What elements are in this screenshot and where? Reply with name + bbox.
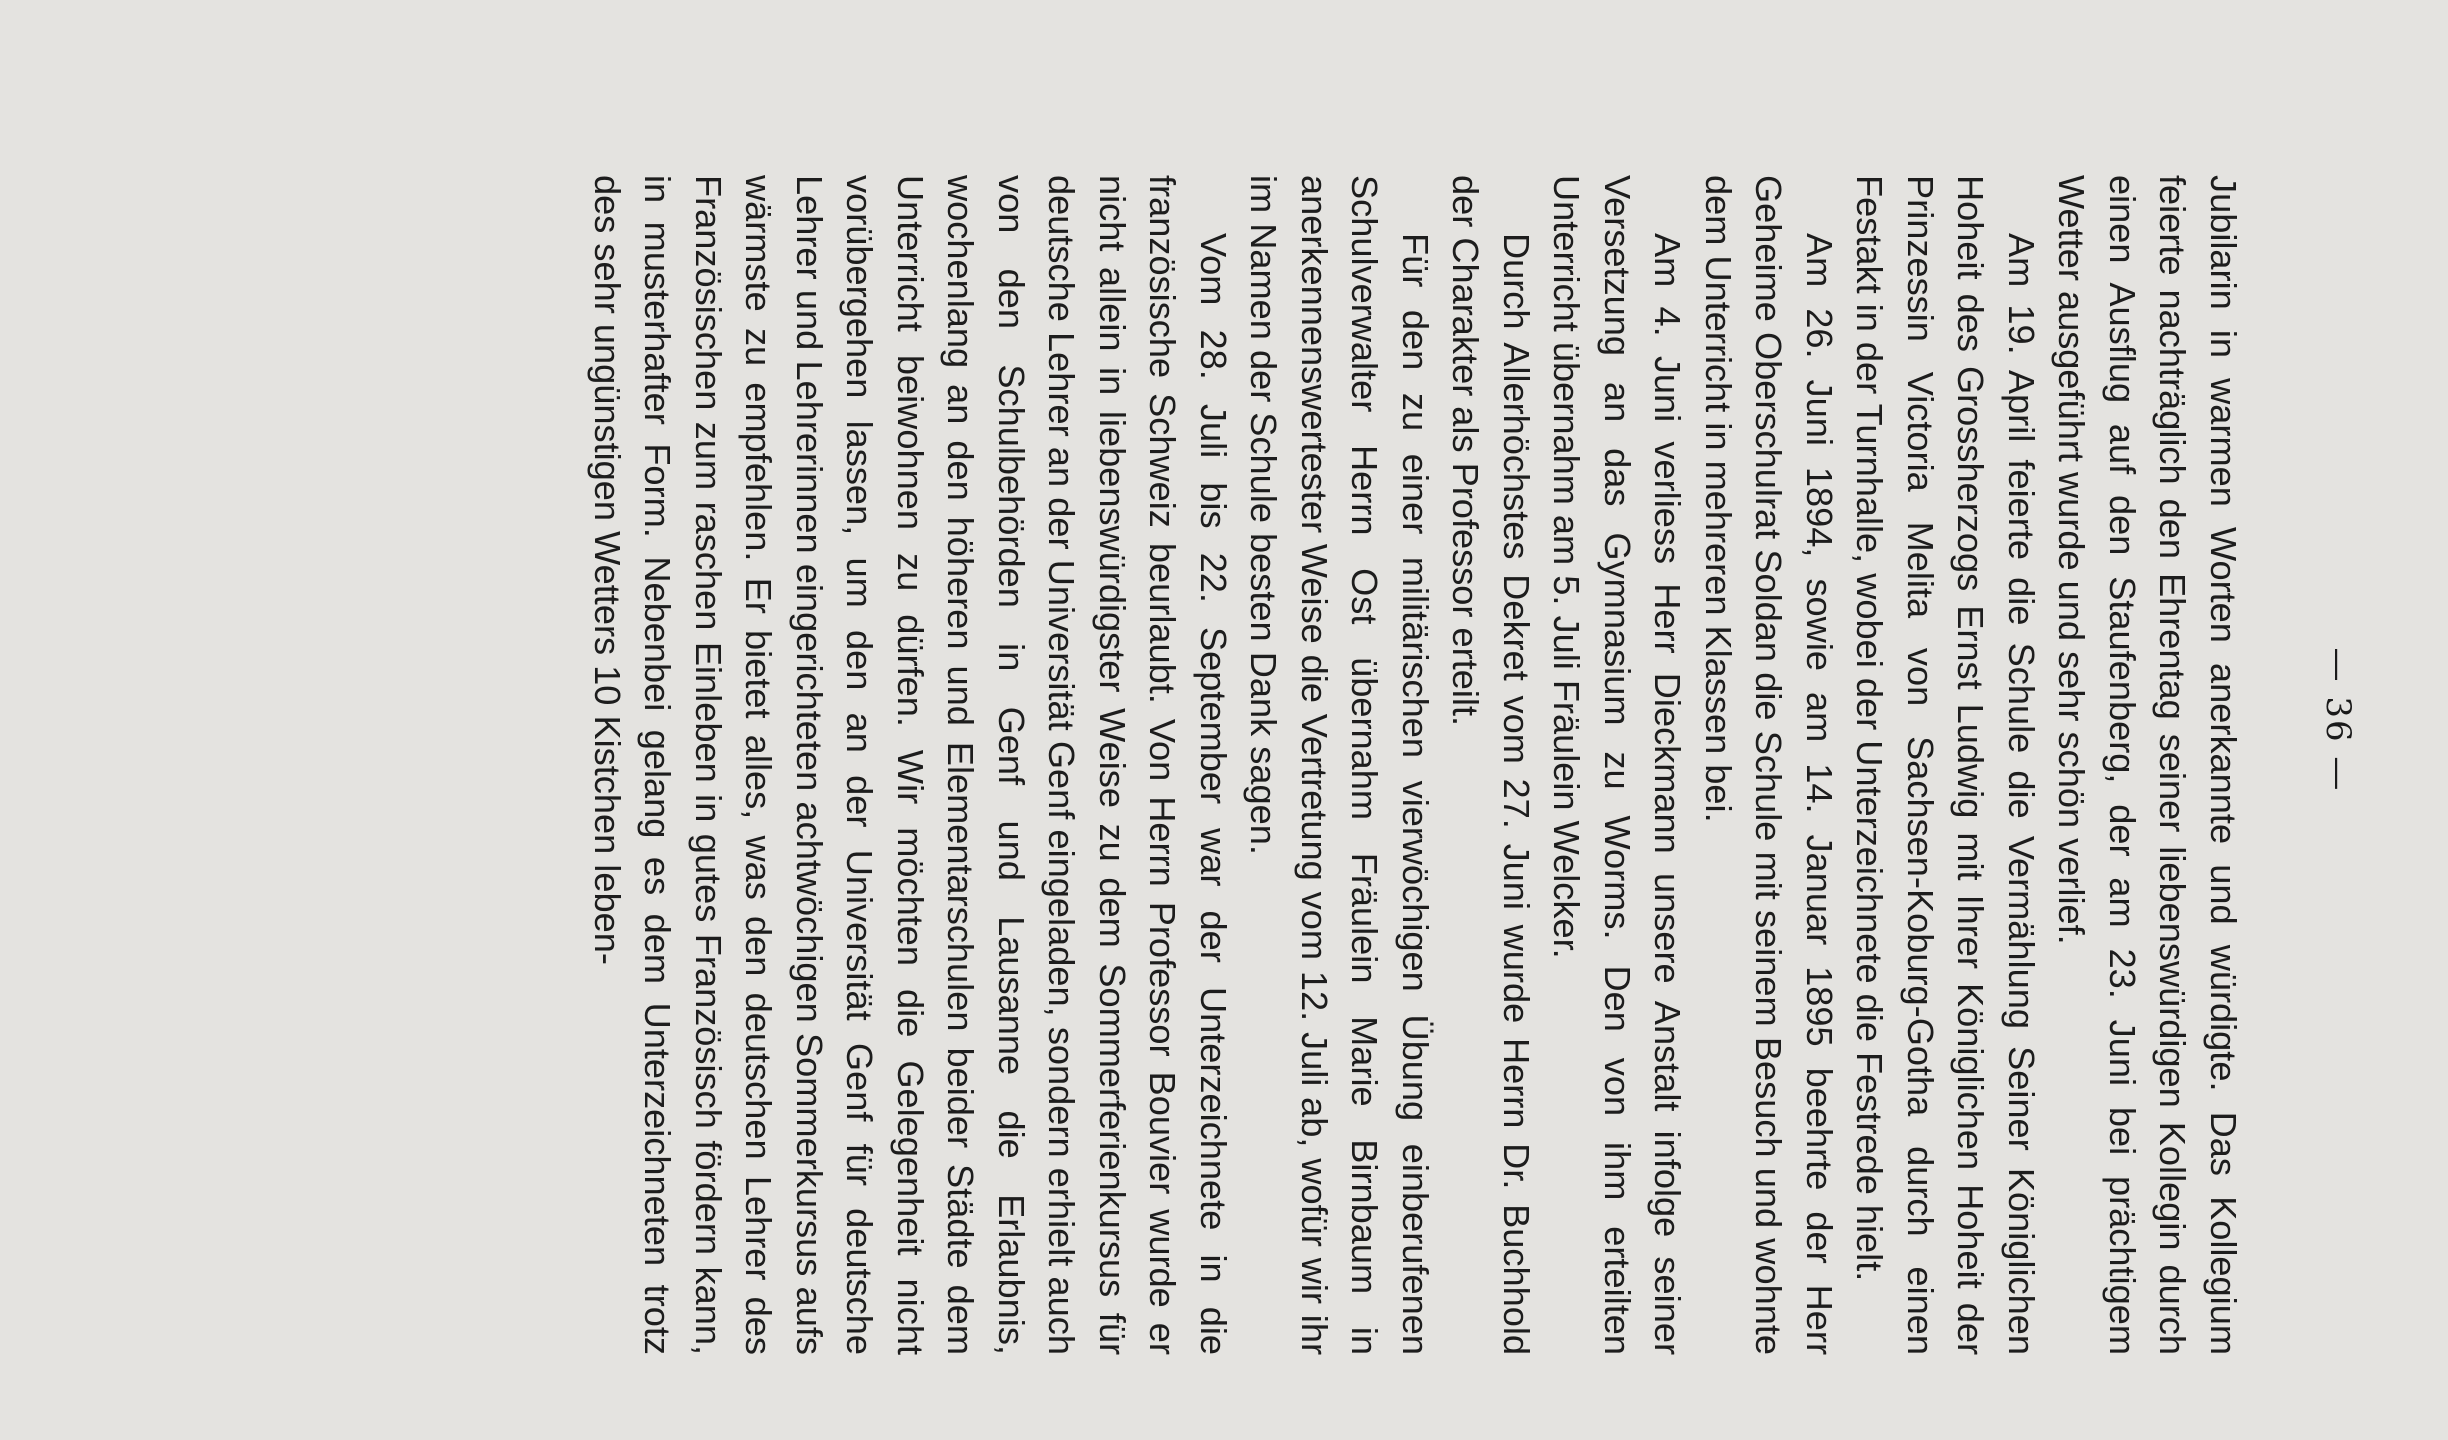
paragraph: Durch Allerhöchstes Dekret vom 27. Juni wurde Herrn Dr. Buchhold der Charakter als Professor erteilt. — [1445, 175, 1537, 1355]
paragraph: Jubilarin in warmen Worten anerkannte und würdigte. Das Kollegium feierte nachträglich den Ehrentag seiner liebenswürdigen Kollegin durch einen Ausflug auf den Staufenberg, der am 23. Juni bei prächtigem Wetter ausgeführt wurde und sehr schön verlief. — [2051, 175, 2244, 1355]
paragraph: Am 26. Juni 1894, sowie am 14. Januar 1895 beehrte der Herr Geheime Oberschulrat Soldan die Schule mit seinem Besuch und wohnte dem Unterricht in mehreren Klassen bei. — [1698, 175, 1840, 1355]
paragraph: Am 4. Juni verliess Herr Dieckmann unsere Anstalt infolge seiner Versetzung an das Gymnasium zu Worms. Den von ihm erteilten Unterricht übernahm am 5. Juli Fräulein Welcker. — [1546, 175, 1689, 1355]
paragraph: Am 19. April feierte die Schule die Vermählung Seiner Königlichen Hoheit des Grossherzogs Ernst Ludwig mit Ihrer Königlichen Hoheit der Prinzessin Victoria Melita von Sachsen-Koburg-Gotha durch einen Festakt in der Turnhalle, wobei der Unterzeichnete die Festrede hielt. — [1849, 175, 2042, 1355]
paragraph: Vom 28. Juli bis 22. September war der Unterzeichnete in die französische Schweiz beurlaubt. Von Herrn Professor Bouvier wurde er nicht allein in liebenswürdigster Weise zu dem Sommerferienkursus für deutsche Lehrer an der Universität Genf eingeladen, sondern erhielt auch von den Schulbehörden in Genf und Lausanne die Erlaubnis, wochenlang an den höheren und Elementarschulen beider Städte dem Unterricht beiwohnen zu dürfen. Wir möchten die Gelegenheit nicht vorübergehen lassen, um den an der Universität Genf für deutsche Lehrer und Lehrerinnen eingerichteten achtwöchigen Sommerkursus aufs wärmste zu empfehlen. Er bietet alles, was den deutschen Lehrer des Französischen zum raschen Einleben in gutes Französisch fördern kann, in musterhafter Form. Nebenbei gelang es dem Unterzeichneten trotz des sehr ungünstigen Wetters 10 Kistchen leben- — [587, 175, 1234, 1355]
page-number: — 36 — — [2318, 647, 2358, 793]
body-text — [582, 175, 2249, 1355]
paragraph: Für den zu einer militärischen vierwöchigen Übung einberufenen Schulverwalter Herrn Ost übernahm Fräulein Marie Birnbaum in anerkennenswertester Weise die Vertretung vom 12. Juli ab, wofür wir ihr im Namen der Schule besten Dank sagen. — [1243, 175, 1436, 1355]
